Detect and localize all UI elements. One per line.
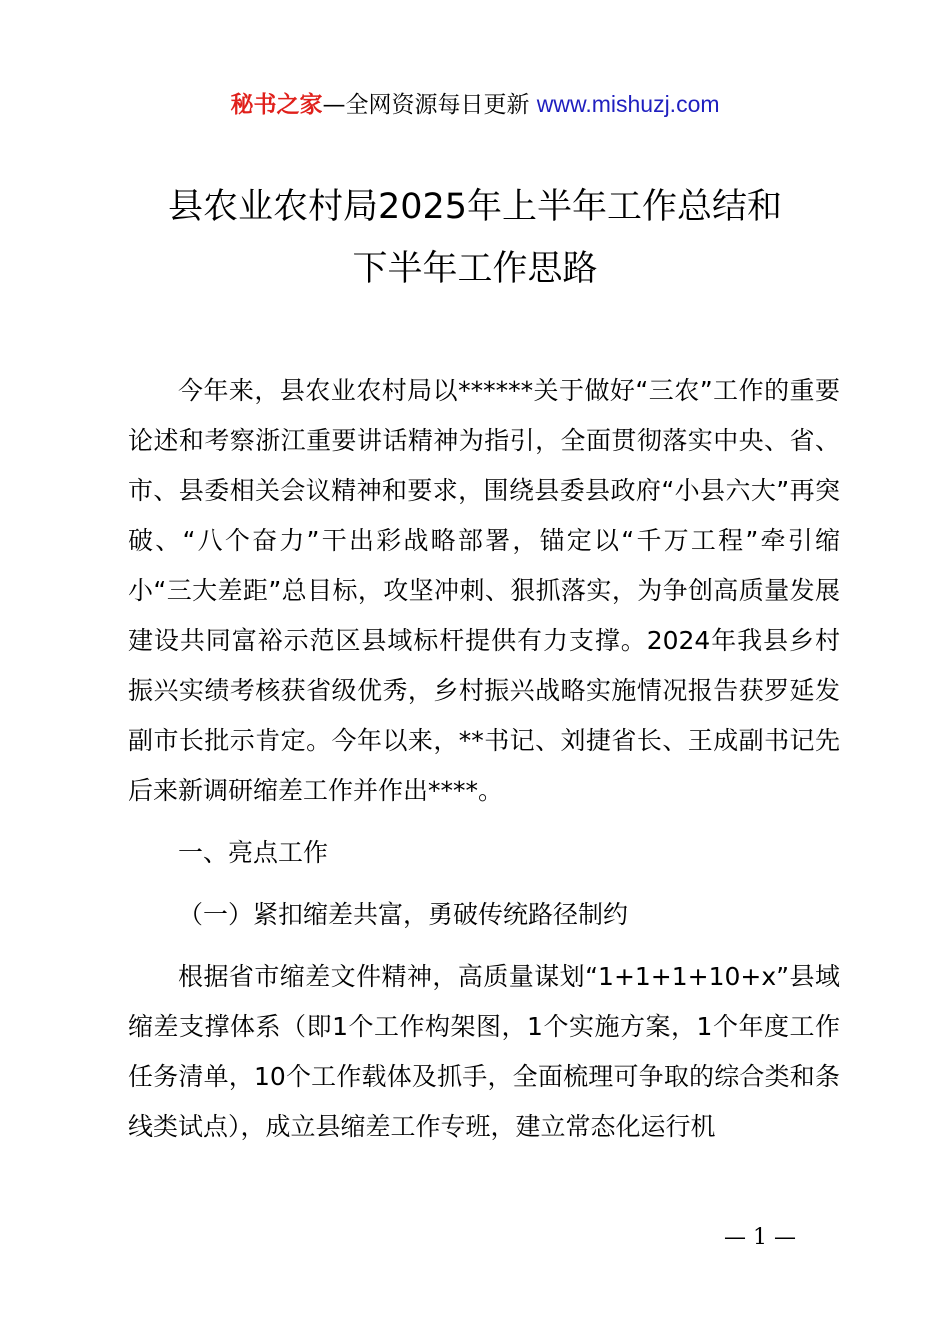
- site-brand: 秘书之家: [230, 92, 323, 118]
- section-heading-highlights: 一、亮点工作: [178, 838, 329, 867]
- site-url-link[interactable]: www.mishuzj.com: [536, 91, 720, 117]
- document-title: [0, 176, 950, 300]
- subsection-heading-1: （一）紧扣缩差共富，勇破传统路径制约: [178, 900, 629, 929]
- document-title-line-2: 下半年工作思路: [352, 249, 598, 289]
- intro-paragraph: 今年来，县农业农村局以******关于做好“三农”工作的重要论述和考察浙江重要讲话精神为指引，全面贯彻落实中央、省、市、县委相关会议精神和要求，围绕县委县政府“小县六大”再突破、“八个奋力”干出彩战略部署，锚定以“千万工程”牵引缩小“三大差距”总目标，攻坚冲刺、狠抓落实，为争创高质量发展建设共同富裕示范区县域标杆提供有力支撑。2024年我县乡村振兴实绩考核获省级优秀，乡村振兴战略实施情况报告获罗延发副市长批示肯定。今年以来，**书记、刘捷省长、王成副书记先后来新调研缩差工作并作出****。: [128, 376, 840, 805]
- document-body: [128, 366, 840, 1152]
- body-paragraph-2: 根据省市缩差文件精神，高质量谋划“1+1+1+10+x”县域缩差支撑体系（即1个工作构架图，1个实施方案，1个年度工作任务清单，10个工作载体及抓手，全面梳理可争取的综合类和条线类试点），成立县缩差工作专班，建立常态化运行机: [128, 962, 840, 1141]
- site-header: [0, 86, 950, 123]
- document-title-line-1: 县农业农村局2025年上半年工作总结和: [167, 187, 783, 227]
- site-tagline: —全网资源每日更新: [322, 92, 537, 118]
- page-number: — 1 —: [724, 1225, 796, 1250]
